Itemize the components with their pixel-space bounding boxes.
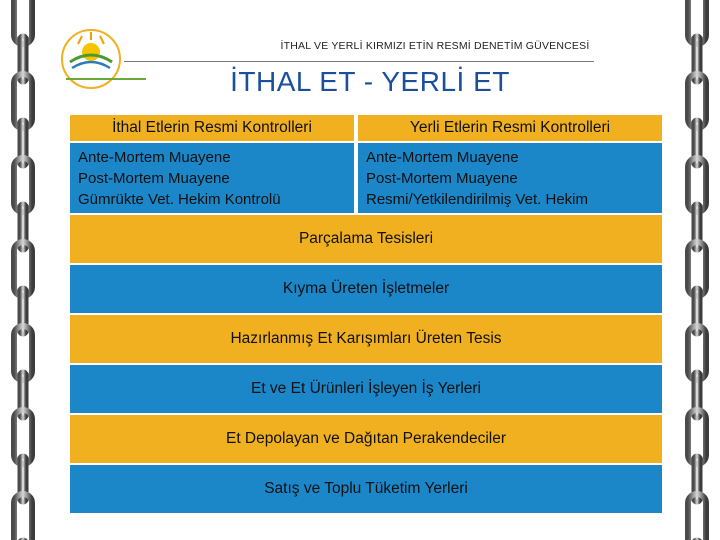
stage-cutting-facilities: Parçalama Tesisleri — [70, 215, 662, 263]
stage-minced-meat-producers: Kıyma Üreten İşletmeler — [70, 265, 662, 313]
list-item: Ante-Mortem Muayene — [78, 149, 231, 166]
list-item: Ante-Mortem Muayene — [366, 149, 519, 166]
logo-underline — [66, 78, 146, 80]
list-item: Gümrükte Vet. Hekim Kontrolü — [78, 191, 281, 208]
header-rule — [124, 61, 594, 62]
stage-meat-processing-workplaces: Et ve Et Ürünleri İşleyen İş Yerleri — [70, 365, 662, 413]
page-title: İTHAL ET - YERLİ ET — [230, 66, 510, 97]
document-header: İTHAL VE YERLİ KIRMIZI ETİN RESMİ DENETİM GÜVENCESİ — [280, 40, 590, 52]
ministry-logo — [60, 28, 122, 90]
chain-left-decoration — [0, 0, 46, 540]
domestic-controls-list — [358, 143, 662, 213]
stage-meat-preparation-facility: Hazırlanmış Et Karışımları Üreten Tesis — [70, 315, 662, 363]
stage-sales-consumption: Satış ve Toplu Tüketim Yerleri — [70, 465, 662, 513]
list-item: Post-Mortem Muayene — [366, 170, 518, 187]
chain-right-decoration — [674, 0, 720, 540]
list-item: Post-Mortem Muayene — [78, 170, 230, 187]
list-item: Resmi/Yetkilendirilmiş Vet. Hekim — [366, 191, 589, 208]
stage-storage-retailers: Et Depolayan ve Dağıtan Perakendeciler — [70, 415, 662, 463]
domestic-controls-header: Yerli Etlerin Resmi Kontrolleri — [358, 115, 662, 141]
imported-controls-list — [70, 143, 354, 213]
imported-controls-header: İthal Etlerin Resmi Kontrolleri — [70, 115, 354, 141]
